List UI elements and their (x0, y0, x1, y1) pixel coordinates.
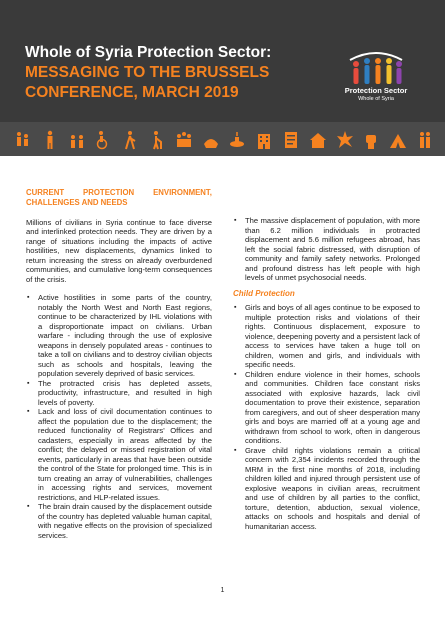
shelter-icon (389, 130, 407, 150)
explosion-icon (336, 130, 354, 150)
list-item: ▪ The massive displacement of population, with more than 6.2 million individuals in protracted displacement and 5.6 million refugees abroad, has left the social fabric distressed, with disruption of community and family safety networks. Prolonged and profound distress has left people with high levels of unmet psychosocial needs. (233, 216, 420, 283)
walking-person-icon (121, 130, 139, 150)
wheelchair-icon (94, 130, 112, 150)
left-bullet-list (26, 293, 212, 540)
hands-icon (202, 130, 220, 150)
family-icon (14, 130, 32, 150)
left-column (26, 188, 212, 540)
person-icon (41, 130, 59, 150)
building-icon (255, 130, 273, 150)
landmine-icon (228, 130, 246, 150)
list-item: ▪ The brain drain caused by the displacement outside of the country has depleted valuable human capital, with negative effects on the provision of specialized services. (26, 502, 212, 540)
list-item: ▪ Children endure violence in their homes, schools and communities. Children face constant risks associated with explosive hazards, lack civil documentation to prove their existence, separation from caregivers, and out of sheer desperation many girls and boys are married off at a young age and withdrawn from school to work, often in dangerous conditions. (233, 370, 420, 446)
header-banner (0, 0, 445, 122)
list-item: ▪ Active hostilities in some parts of the country, notably the North West and North East regions, continue to be characterized by IHL violations with a disproportionate impact on civilians. Urban warfare - including through the use of explosive weapons in densely populated areas - continues to take a toll on civilians and to destroy civilian objects such as schools and hospitals, leaving the population severely deprived of basic services. (26, 293, 212, 379)
intro-paragraph: Millions of civilians in Syria continue to face diverse and interlinked protection needs. They are driven by a range of situations including the impacts of active hostilities, new displacements, dynamics linked to return increasing the stress on already overburdened communities, and cumulative long-term consequences of the crisis. (26, 217, 212, 284)
document-icon (282, 130, 300, 150)
title-line-3: CONFERENCE, MARCH 2019 (25, 84, 239, 101)
section-title-word: PROTECTION (83, 188, 135, 197)
right-top-bullet-list (233, 216, 420, 283)
elderly-icon (148, 130, 166, 150)
logo-subtitle: Whole of Syria (358, 96, 394, 102)
page-number: 1 (220, 587, 225, 594)
section-title-word: ENVIRONMENT, (153, 188, 212, 197)
title-line-2: MESSAGING TO THE BRUSSELS (25, 64, 270, 81)
logo-title: Protection Sector (344, 86, 408, 95)
list-item: ▪ Girls and boys of all ages continue to be exposed to multiple protection risks and violations of their rights. Continuous displacement, exposure to violence, deepening poverty and a persistent lack of access to services have taken a huge toll on children, women and girls, and individuals with specific needs. (233, 303, 420, 370)
house-icon (309, 130, 327, 150)
child-protection-heading: Child Protection (233, 288, 295, 298)
icon-row (14, 129, 434, 151)
title-line-1: Whole of Syria Protection Sector: (25, 44, 272, 61)
section-title-line-2: CHALLENGES AND NEEDS (26, 197, 128, 207)
child-protection-list (233, 303, 420, 531)
right-column (233, 216, 420, 531)
list-item: ▪ Lack and loss of civil documentation continues to affect the population due to the displacement; the reduced functionality of Registrars' Offices and cadasters, especially in areas affected by the conflict; the delayed or missed registration of vital events, particularly in areas that have been outside the control of the State for prolonged time. This is in turn creating an array of vulnerabilities, challenges in accessing rights and services, movement restrictions, and HLP-related issues. (26, 407, 212, 502)
section-title-word: CURRENT (26, 188, 65, 197)
section-title (26, 188, 212, 198)
people-icon (416, 130, 434, 150)
fist-icon (362, 130, 380, 150)
list-item: ▪ The protracted crisis has depleted assets, productivity, infrastructure, and resulted in high levels of poverty. (26, 379, 212, 408)
group-icon (175, 130, 193, 150)
list-item: ▪ Grave child rights violations remain a critical concern with 2,354 incidents recorded through the MRM in the first nine months of 2018, including children killed and injured through persistent use of explosive weapons in civilian areas, recruitment and use of children by all parties to the conflict, torture, detention, abduction, sexual violence, attacks on schools and hospitals and denial of humanitarian access. (233, 446, 420, 532)
children-icon (68, 130, 86, 150)
